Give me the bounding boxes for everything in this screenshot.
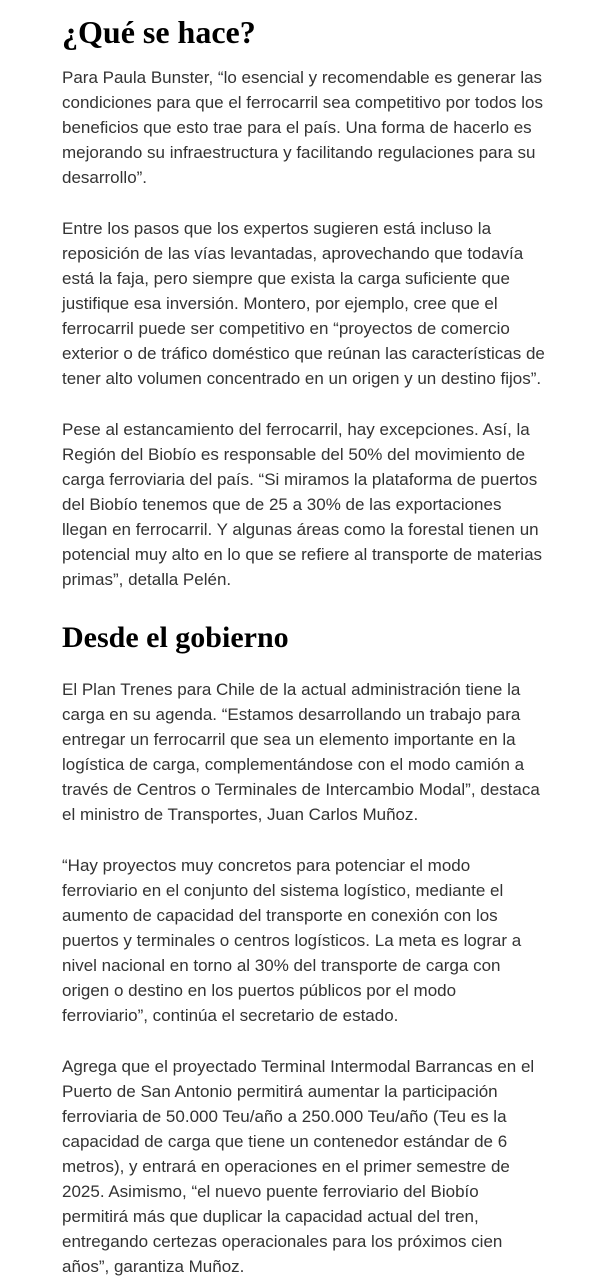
- paragraph-line: carga ferroviaria del país. “Si miramos la plataforma de puertos: [62, 470, 538, 489]
- paragraph-line: El Plan Trenes para Chile de la actual administración tiene la: [62, 680, 521, 699]
- paragraph-line: nivel nacional en torno al 30% del transporte de carga con: [62, 956, 501, 975]
- paragraph-line: entregando certezas operacionales para los próximos cien: [62, 1232, 503, 1251]
- paragraph-line: primas”, detalla Pelén.: [62, 570, 232, 589]
- paragraph-line: Puerto de San Antonio permitirá aumentar la participación: [62, 1082, 498, 1101]
- paragraph-line: metros), y entrará en operaciones en el primer semestre de: [62, 1157, 510, 1176]
- paragraph-line: ferroviario”, continúa el secretario de estado.: [62, 1006, 399, 1025]
- paragraph-line: Pese al estancamiento del ferrocarril, hay excepciones. Así, la: [62, 420, 530, 439]
- paragraph-line: condiciones para que el ferrocarril sea competitivo por todos los: [62, 93, 543, 112]
- paragraph-line: “Hay proyectos muy concretos para potenciar el modo: [62, 856, 471, 875]
- paragraph: [62, 677, 610, 827]
- paragraph-line: del Biobío tenemos que de 25 a 30% de las exportaciones: [62, 495, 502, 514]
- paragraph-line: llegan en ferrocarril. Y algunas áreas como la forestal tienen un: [62, 520, 539, 539]
- paragraph-line: ferrocarril puede ser competitivo en “proyectos de comercio: [62, 319, 510, 338]
- paragraph-line: Para Paula Bunster, “lo esencial y recomendable es generar las: [62, 68, 543, 87]
- paragraph-line: puertos y terminales o centros logísticos. La meta es lograr a: [62, 931, 522, 950]
- paragraph-line: través de Centros o Terminales de Intercambio Modal”, destaca: [62, 780, 540, 799]
- section-heading: ¿Qué se hace?: [62, 14, 256, 50]
- paragraph: [62, 853, 610, 1028]
- paragraph-line: beneficios que esto trae para el país. Una forma de hacerlo es: [62, 118, 532, 137]
- paragraph: [62, 1054, 610, 1279]
- paragraph-line: carga en su agenda. “Estamos desarrollando un trabajo para: [62, 705, 521, 724]
- paragraph-line: años”, garantiza Muñoz.: [62, 1257, 245, 1276]
- paragraph-line: Agrega que el proyectado Terminal Intermodal Barrancas en el: [62, 1057, 535, 1076]
- paragraph-line: el ministro de Transportes, Juan Carlos Muñoz.: [62, 805, 419, 824]
- paragraph-line: entregar un ferrocarril que sea un elemento importante en la: [62, 730, 516, 749]
- paragraph-line: origen o destino en los puertos públicos por el modo: [62, 981, 457, 1000]
- paragraph-line: ferroviaria de 50.000 Teu/año a 250.000 Teu/año (Teu es la: [62, 1107, 507, 1126]
- paragraph-line: capacidad de carga que tiene un contenedor estándar de 6: [62, 1132, 508, 1151]
- paragraph-line: potencial muy alto en lo que se refiere al transporte de materias: [62, 545, 543, 564]
- paragraph-line: Entre los pasos que los expertos sugieren está incluso la: [62, 219, 492, 238]
- paragraph-line: permitirá más que duplicar la capacidad actual del tren,: [62, 1207, 479, 1226]
- section-heading: Desde el gobierno: [62, 621, 289, 654]
- paragraph-line: logística de carga, complementándose con el modo camión a: [62, 755, 525, 774]
- paragraph-line: justifique esa inversión. Montero, por ejemplo, cree que el: [62, 294, 498, 313]
- paragraph-line: está la faja, pero siempre que exista la carga suficiente que: [62, 269, 510, 288]
- paragraph-line: 2025. Asimismo, “el nuevo puente ferroviario del Biobío: [62, 1182, 479, 1201]
- paragraph-line: aumento de capacidad del transporte en conexión con los: [62, 906, 498, 925]
- paragraph-line: tener alto volumen concentrado en un origen y un destino fijos”.: [62, 369, 542, 388]
- paragraph-line: mejorando su infraestructura y facilitando regulaciones para su: [62, 143, 536, 162]
- paragraph-line: Región del Biobío es responsable del 50% del movimiento de: [62, 445, 526, 464]
- paragraph-line: exterior o de tráfico doméstico que reúnan las características de: [62, 344, 545, 363]
- paragraph-line: reposición de las vías levantadas, aprovechando que todavía: [62, 244, 524, 263]
- paragraph: [62, 417, 610, 592]
- paragraph: [62, 216, 610, 391]
- paragraph-line: desarrollo”.: [62, 168, 148, 187]
- paragraph-line: ferroviario en el conjunto del sistema logístico, mediante el: [62, 881, 504, 900]
- paragraph: [62, 65, 610, 190]
